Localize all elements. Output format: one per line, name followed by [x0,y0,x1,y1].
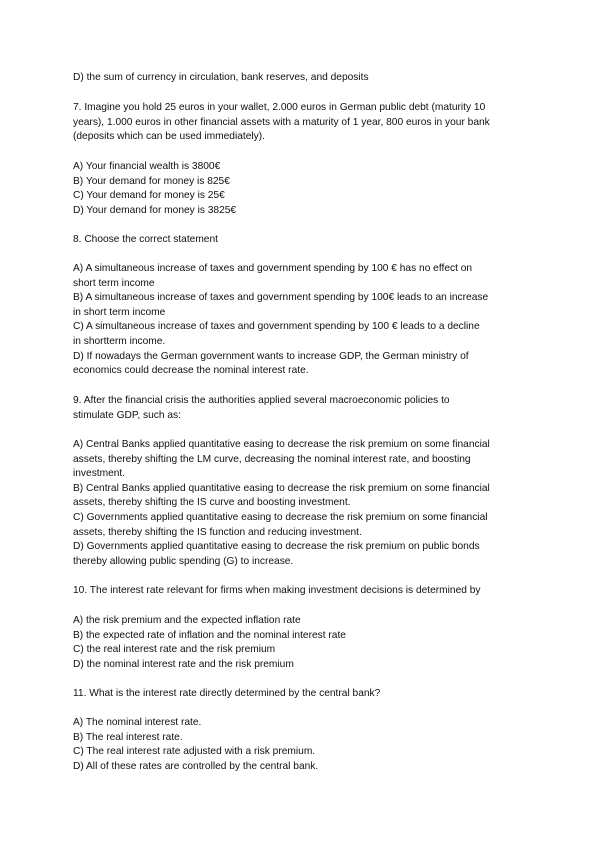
option-line: D) the nominal interest rate and the risk premium [73,658,294,670]
option-line: A) the risk premium and the expected inflation rate [73,615,301,626]
option-line: D) If nowadays the German government wants to increase GDP, the German ministry of [73,350,469,362]
question-11-stem [73,687,529,702]
option-line: assets, thereby shifting the IS function and reducing investment. [73,526,362,538]
option-line: thereby allowing public spending (G) to increase. [73,555,294,567]
option-line: C) Your demand for money is 25€ [73,190,225,202]
option-line: B) The real interest rate. [73,731,183,743]
option-line: assets, thereby shifting the IS curve and boosting investment. [73,497,351,509]
question-9-options [73,438,529,569]
option-line: B) Central Banks applied quantitative easing to decrease the risk premium on some financial [73,482,490,494]
option-line: A) Your financial wealth is 3800€ [73,161,221,172]
option-line: C) the real interest rate and the risk premium [73,644,276,656]
stem-line: stimulate GDP, such as: [73,409,181,421]
question-6-tail [73,71,529,86]
option-line: D) All of these rates are controlled by the central bank. [73,760,319,772]
option-line: short term income [73,277,155,289]
stem-line: 11. What is the interest rate directly determined by the central bank? [73,688,381,699]
option-line: A) The nominal interest rate. [73,717,202,728]
question-10-stem [73,584,529,599]
option-line: A) A simultaneous increase of taxes and government spending by 100 € has no effect on [73,263,473,274]
option-line: D) the sum of currency in circulation, bank reserves, and deposits [73,72,369,83]
option-line: A) Central Banks applied quantitative easing to decrease the risk premium on some financial [73,439,490,450]
option-line: investment. [73,468,126,480]
question-7-stem [73,101,529,145]
option-line: economics could decrease the nominal interest rate. [73,365,309,377]
stem-line: 9. After the financial crisis the authorities applied several macroeconomic policies to [73,395,450,406]
question-11-options [73,716,529,774]
stem-line: 8. Choose the correct statement [73,234,218,245]
option-line: B) the expected rate of inflation and the nominal interest rate [73,629,346,641]
option-line: C) Governments applied quantitative easing to decrease the risk premium on some financial [73,511,488,523]
question-8-stem [73,233,529,248]
question-10-options [73,614,529,672]
question-9-stem [73,394,529,423]
option-line: C) The real interest rate adjusted with a risk premium. [73,746,316,758]
option-line: assets, thereby shifting the LM curve, decreasing the nominal interest rate, and boosting [73,453,471,465]
stem-line: 7. Imagine you hold 25 euros in your wallet, 2.000 euros in German public debt (maturity 10 [73,102,486,113]
option-line: D) Governments applied quantitative easing to decrease the risk premium on public bonds [73,541,480,553]
stem-line: (deposits which can be used immediately). [73,131,265,143]
option-line: in short term income [73,306,166,318]
stem-line: 10. The interest rate relevant for firms when making investment decisions is determined by [73,585,481,596]
question-7-options [73,160,529,218]
question-8-options [73,262,529,379]
option-line: B) A simultaneous increase of taxes and government spending by 100€ leads to an increase [73,292,489,304]
option-line: in shortterm income. [73,335,166,347]
option-line: C) A simultaneous increase of taxes and government spending by 100 € leads to a decline [73,321,480,333]
stem-line: years), 1.000 euros in other financial assets with a maturity of 1 year, 800 euros in your bank [73,116,490,128]
option-line: D) Your demand for money is 3825€ [73,204,237,216]
option-line: B) Your demand for money is 825€ [73,175,230,187]
